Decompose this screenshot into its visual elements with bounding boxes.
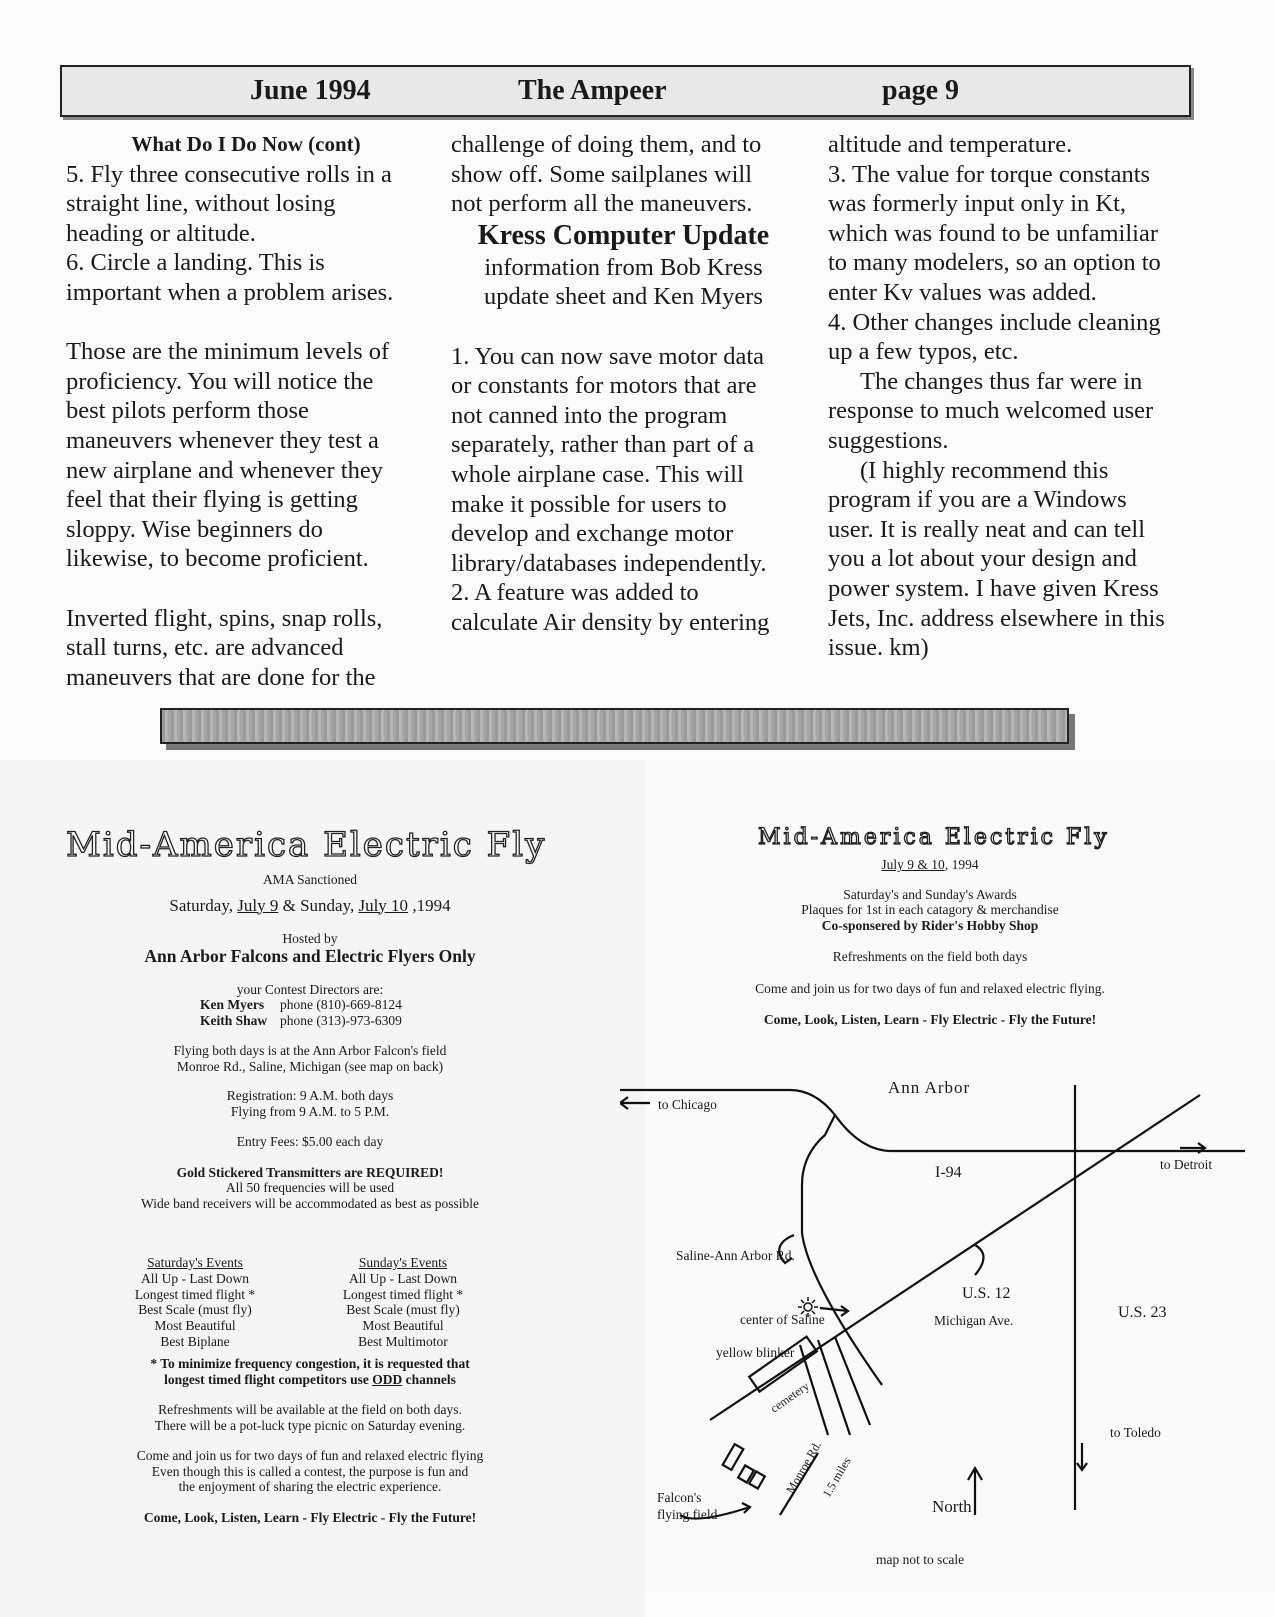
text-line: (I highly recommend this [860, 456, 1109, 484]
contest-director-2: Keith Shaw phone (313)-973-6309 [200, 1012, 402, 1028]
col1-paragraph-a [66, 160, 426, 308]
label-to-detroit: to Detroit [1160, 1157, 1213, 1172]
invitation-line-1: Come and join us for two days of fun and relaxed electric flying [136, 1448, 484, 1463]
header-newsletter-name: The Ampeer [518, 75, 667, 106]
col3-paragraph-c [828, 456, 1188, 663]
text-line: you a lot about your design and [828, 545, 1137, 573]
text-line: develop and exchange motor [451, 520, 734, 548]
header-page-number: page 9 [882, 75, 959, 106]
field-marker-1 [723, 1444, 744, 1470]
us12-arrow [975, 1245, 984, 1275]
host-clubs: Ann Arbor Falcons and Electric Flyers Only [144, 945, 476, 966]
col1-paragraph-b [66, 337, 426, 574]
text-line: maneuvers whenever they test a [66, 426, 379, 454]
text-line: library/databases independently. [451, 549, 767, 577]
text-line: challenge of doing them, and to [451, 131, 762, 158]
label-to-toledo: to Toledo [1110, 1425, 1161, 1440]
col1-paragraph-c [66, 604, 426, 693]
text-line: not canned into the program [451, 401, 728, 429]
refreshments-line: Refreshments on the field both days [832, 949, 1028, 964]
text-line: 5. Fly three consecutive rolls in a [66, 160, 392, 188]
event-dates: Saturday, July 9 & Sunday, July 10 ,1994 [169, 895, 451, 915]
text-line: All Up - Last Down [349, 1270, 457, 1286]
invitation-line-2: Even though this is called a contest, the purpose is fun and [151, 1463, 469, 1479]
flyer-front-footer [10, 1356, 610, 1525]
contest-directors-label: your Contest Directors are: [236, 981, 384, 997]
col3-paragraph-b [828, 367, 1188, 456]
sanction-text: AMA Sanctioned [262, 872, 358, 887]
saturday-events [120, 1255, 270, 1350]
text-line: program if you are a Windows [828, 486, 1127, 514]
text-line: user. It is really neat and can tell [828, 515, 1146, 543]
frequency-congestion-note: * To minimize frequency congestion, it is requested that [150, 1356, 470, 1371]
receiver-note: Wide band receivers will be accommodated as best as possible [141, 1195, 479, 1211]
saturday-events-list [120, 1271, 270, 1350]
text-line: Inverted flight, spins, snap rolls, [66, 604, 383, 632]
text-line: to many modelers, so an option to [828, 249, 1161, 277]
text-line: 1. You can now save motor data [451, 342, 765, 370]
text-line: new airplane and whenever they [66, 456, 383, 484]
text-line: important when a problem arises. [66, 278, 394, 306]
awards-detail: Plaques for 1st in each catagory & merchandise [801, 902, 1059, 917]
section-heading: What Do I Do Now (cont) [131, 132, 361, 156]
text-line: power system. I have given Kress [828, 574, 1159, 602]
label-to-chicago: to Chicago [658, 1097, 717, 1112]
text-line: 3. The value for torque constants [828, 160, 1151, 188]
text-line: issue. km) [828, 634, 929, 662]
header-date: June 1994 [250, 75, 371, 106]
label-monroe-rd: Monroe Rd. [783, 1438, 825, 1496]
text-line: response to much welcomed user [828, 397, 1154, 425]
page-header [60, 65, 1191, 117]
text-line: Those are the minimum levels of [66, 338, 390, 366]
text-line: All Up - Last Down [141, 1270, 249, 1286]
column-3 [828, 130, 1188, 663]
to-chicago-arrow [620, 1097, 650, 1109]
text-line: Best Multimotor [358, 1333, 448, 1349]
text-line: calculate Air density by entering [451, 608, 770, 636]
invitation-line-3: the enjoyment of sharing the electric experience. [178, 1479, 442, 1494]
text-line: Longest timed flight * [134, 1286, 256, 1302]
sunday-events-heading: Sunday's Events [358, 1255, 448, 1270]
registration-time: Registration: 9 A.M. both days [226, 1088, 394, 1103]
text-line: separately, rather than part of a [451, 431, 755, 459]
frequency-note: All 50 frequencies will be used [225, 1180, 395, 1195]
flying-hours: Flying from 9 A.M. to 5 P.M. [230, 1103, 390, 1119]
text-line: best pilots perform those [66, 397, 309, 425]
refreshments-note: Refreshments will be available at the field on both days. [158, 1402, 462, 1417]
article-title: Kress Computer Update [477, 219, 770, 251]
picnic-note: There will be a pot-luck type picnic on Saturday evening. [154, 1417, 466, 1433]
column-1 [66, 130, 426, 692]
text-line: feel that their flying is getting [66, 486, 358, 514]
text-line: 2. A feature was added to [451, 579, 699, 607]
label-michigan-ave: Michigan Ave. [934, 1313, 1014, 1328]
text-line: was formerly input only in Kt, [828, 190, 1127, 218]
section-divider [160, 708, 1069, 744]
text-line: which was found to be unfamiliar [828, 219, 1158, 247]
saturday-events-heading: Saturday's Events [147, 1255, 243, 1270]
transmitter-requirement: Gold Stickered Transmitters are REQUIRED! [176, 1164, 444, 1180]
sunday-events [328, 1255, 478, 1350]
text-line: enter Kv values was added. [828, 278, 1097, 306]
text-line: 4. Other changes include cleaning [828, 308, 1161, 336]
text-line: up a few typos, etc. [828, 338, 1019, 366]
label-falcons-field-1: Falcon's [657, 1490, 702, 1505]
label-saline-ann-arbor-rd: Saline-Ann Arbor Rd. [676, 1248, 795, 1263]
sponsor-line: Co-sponsered by Rider's Hobby Shop [821, 917, 1039, 933]
label-i94: I-94 [935, 1164, 962, 1181]
label-cemetery: cemetery [767, 1378, 812, 1416]
field-location-1: Flying both days is at the Ann Arbor Falcon's field [173, 1043, 447, 1058]
text-line: Best Scale (must fly) [346, 1302, 460, 1318]
saline-ann-arbor-road [802, 1115, 882, 1385]
text-line: straight line, without losing [66, 190, 336, 218]
flyer-back-title: Mid-America Electric Fly [758, 825, 1110, 850]
col2-paragraph-a [451, 130, 796, 219]
text-line: update sheet and Ken Myers [484, 283, 763, 311]
label-ann-arbor: Ann Arbor [888, 1078, 971, 1097]
text-line: Jets, Inc. address elsewhere in this [828, 604, 1165, 632]
article-byline [451, 253, 796, 312]
text-line: make it possible for users to [451, 490, 727, 518]
label-center-of-saline: center of Saline [740, 1312, 825, 1327]
invitation-line: Come and join us for two days of fun and relaxed electric flying. [755, 980, 1105, 996]
text-line: 6. Circle a landing. This is [66, 249, 325, 277]
column-2 [451, 130, 796, 638]
text-line: Best Biplane [160, 1333, 230, 1349]
text-line: heading or altitude. [66, 219, 256, 247]
label-us23: U.S. 23 [1118, 1304, 1167, 1321]
flyer-slogan: Come, Look, Listen, Learn - Fly Electric - Fly the Future! [143, 1509, 477, 1525]
flyer-title: Mid-America Electric Fly [66, 825, 547, 865]
text-line: maneuvers that are done for the [66, 663, 376, 691]
entry-fees: Entry Fees: $5.00 each day [236, 1134, 384, 1149]
odd-channels-note: longest timed flight competitors use ODD channels [164, 1371, 456, 1387]
text-line: Most Beautiful [362, 1318, 444, 1334]
label-map-not-to-scale: map not to scale [876, 1552, 965, 1567]
flyer-front-body [10, 872, 610, 1211]
col3-paragraph-a [828, 130, 1188, 367]
flyer-back-dates: July 9 & 10, 1994 [881, 857, 979, 872]
label-us12: U.S. 12 [962, 1285, 1011, 1302]
to-toledo-arrow [1077, 1443, 1087, 1470]
flyer-back-body [630, 857, 1230, 1028]
text-line: show off. Some sailplanes will [451, 160, 753, 188]
text-line: information from Bob Kress [484, 253, 763, 281]
label-north: North [932, 1497, 972, 1516]
flyer-back-slogan: Come, Look, Listen, Learn - Fly Electric - Fly the Future! [763, 1012, 1097, 1027]
text-line: Best Scale (must fly) [138, 1302, 252, 1318]
text-line: stall turns, etc. are advanced [66, 634, 344, 662]
label-falcons-field-2: flying field [657, 1507, 718, 1522]
text-line: or constants for motors that are [451, 372, 757, 400]
text-line: Longest timed flight * [342, 1286, 464, 1302]
label-distance: 1.5 miles [819, 1454, 854, 1500]
text-line: proficiency. You will notice the [66, 367, 374, 395]
label-yellow-blinker: yellow blinker [716, 1345, 795, 1360]
sunday-events-list [328, 1271, 478, 1350]
field-location-2: Monroe Rd., Saline, Michigan (see map on back) [176, 1058, 444, 1074]
text-line: sloppy. Wise beginners do [66, 515, 323, 543]
text-line: likewise, to become proficient. [66, 545, 369, 573]
text-line: whole airplane case. This will [451, 460, 744, 488]
text-line: not perform all the maneuvers. [451, 190, 753, 218]
contest-director-1: Ken Myers phone (810)-669-8124 [200, 997, 402, 1012]
text-line: altitude and temperature. [828, 131, 1073, 158]
col2-paragraph-b [451, 342, 796, 638]
awards-heading: Saturday's and Sunday's Awards [843, 886, 1017, 902]
text-line: suggestions. [828, 426, 949, 454]
text-line: The changes thus far were in [860, 367, 1143, 395]
hosted-by-label: Hosted by [282, 931, 338, 946]
text-line: Most Beautiful [154, 1318, 236, 1334]
